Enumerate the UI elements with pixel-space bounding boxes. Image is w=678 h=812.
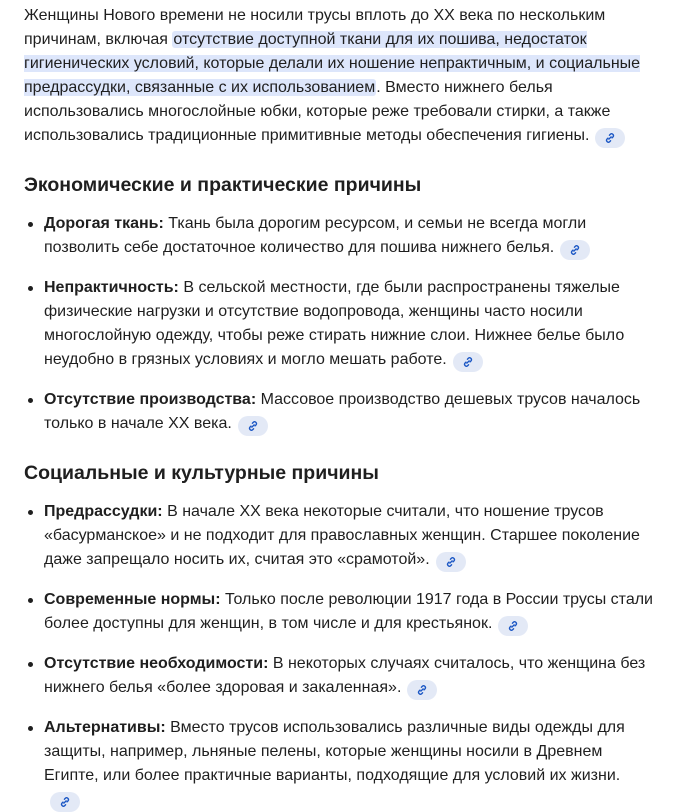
citation-link-button[interactable] bbox=[595, 128, 625, 148]
citation-link-button[interactable] bbox=[498, 616, 528, 636]
item-term: Отсутствие производства: bbox=[44, 391, 257, 408]
link-icon bbox=[507, 620, 519, 632]
item-term: Предрассудки: bbox=[44, 503, 163, 520]
item-term: Отсутствие необходимости: bbox=[44, 655, 269, 672]
item-text: В сельской местности, где были распространены тяжелые физические нагрузки и отсутствие водопровода, женщины часто носили многослойную одежду, чтобы реже стирать нижние слои. Нижнее белье было неудобно в грязных условиях и могло мешать работе. bbox=[44, 279, 625, 368]
citation-link-button[interactable] bbox=[50, 792, 80, 812]
link-icon bbox=[247, 420, 259, 432]
link-icon bbox=[604, 132, 616, 144]
link-icon bbox=[569, 244, 581, 256]
item-text: Только после революции 1917 года в России трусы стали более доступны для женщин, в том числе и для крестьянок. bbox=[44, 591, 653, 632]
intro-highlight: отсутствие доступной ткани для их пошива, недостаток гигиенических условий, которые делали их ношение непрактичным, и социальные предрассудки, связанные с их использованием bbox=[24, 31, 641, 96]
item-text: Массовое производство дешевых трусов началось только в начале XX века. bbox=[44, 391, 641, 432]
list-item bbox=[44, 388, 656, 436]
economic-reasons-list bbox=[24, 212, 656, 436]
list-item bbox=[44, 652, 656, 700]
list-item bbox=[44, 276, 656, 372]
list-item bbox=[44, 212, 656, 260]
list-item bbox=[44, 500, 656, 572]
link-icon bbox=[416, 684, 428, 696]
item-term: Непрактичность: bbox=[44, 279, 179, 296]
link-icon bbox=[59, 796, 71, 808]
section-heading-social: Социальные и культурные причины bbox=[24, 462, 379, 484]
citation-link-button[interactable] bbox=[560, 240, 590, 260]
citation-link-button[interactable] bbox=[407, 680, 437, 700]
list-item bbox=[44, 588, 656, 636]
item-text: В некоторых случаях считалось, что женщина без нижнего белья «более здоровая и закаленная». bbox=[44, 655, 646, 696]
intro-paragraph bbox=[24, 4, 656, 148]
item-text: Ткань была дорогим ресурсом, и семьи не всегда могли позволить себе достаточное количество для пошива нижнего белья. bbox=[44, 215, 587, 256]
item-term: Дорогая ткань: bbox=[44, 215, 164, 232]
citation-link-button[interactable] bbox=[453, 352, 483, 372]
link-icon bbox=[462, 356, 474, 368]
citation-link-button[interactable] bbox=[238, 416, 268, 436]
link-icon bbox=[445, 556, 457, 568]
list-item bbox=[44, 716, 656, 812]
item-term: Современные нормы: bbox=[44, 591, 221, 608]
social-reasons-list bbox=[24, 500, 656, 812]
citation-link-button[interactable] bbox=[436, 552, 466, 572]
intro-text-after: . Вместо нижнего белья использовались многослойные юбки, которые реже требовали стирки, а также использовались традиционные примитивные методы обеспечения гигиены. bbox=[24, 79, 611, 144]
intro-text-before: Женщины Нового времени не носили трусы вплоть до XX века по нескольким причинам, включая bbox=[24, 7, 606, 48]
item-term: Альтернативы: bbox=[44, 719, 166, 736]
section-heading-economic: Экономические и практические причины bbox=[24, 174, 422, 196]
item-text: Вместо трусов использовались различные виды одежды для защиты, например, льняные пелены, которые женщины носили в Древнем Египте, или более практичные варианты, подходящие для условий их жизни. bbox=[44, 719, 625, 784]
item-text: В начале XX века некоторые считали, что ношение трусов «басурманское» и не подходит для православных женщин. Старшее поколение даже запрещало носить их, считая это «срамотой». bbox=[44, 503, 640, 568]
